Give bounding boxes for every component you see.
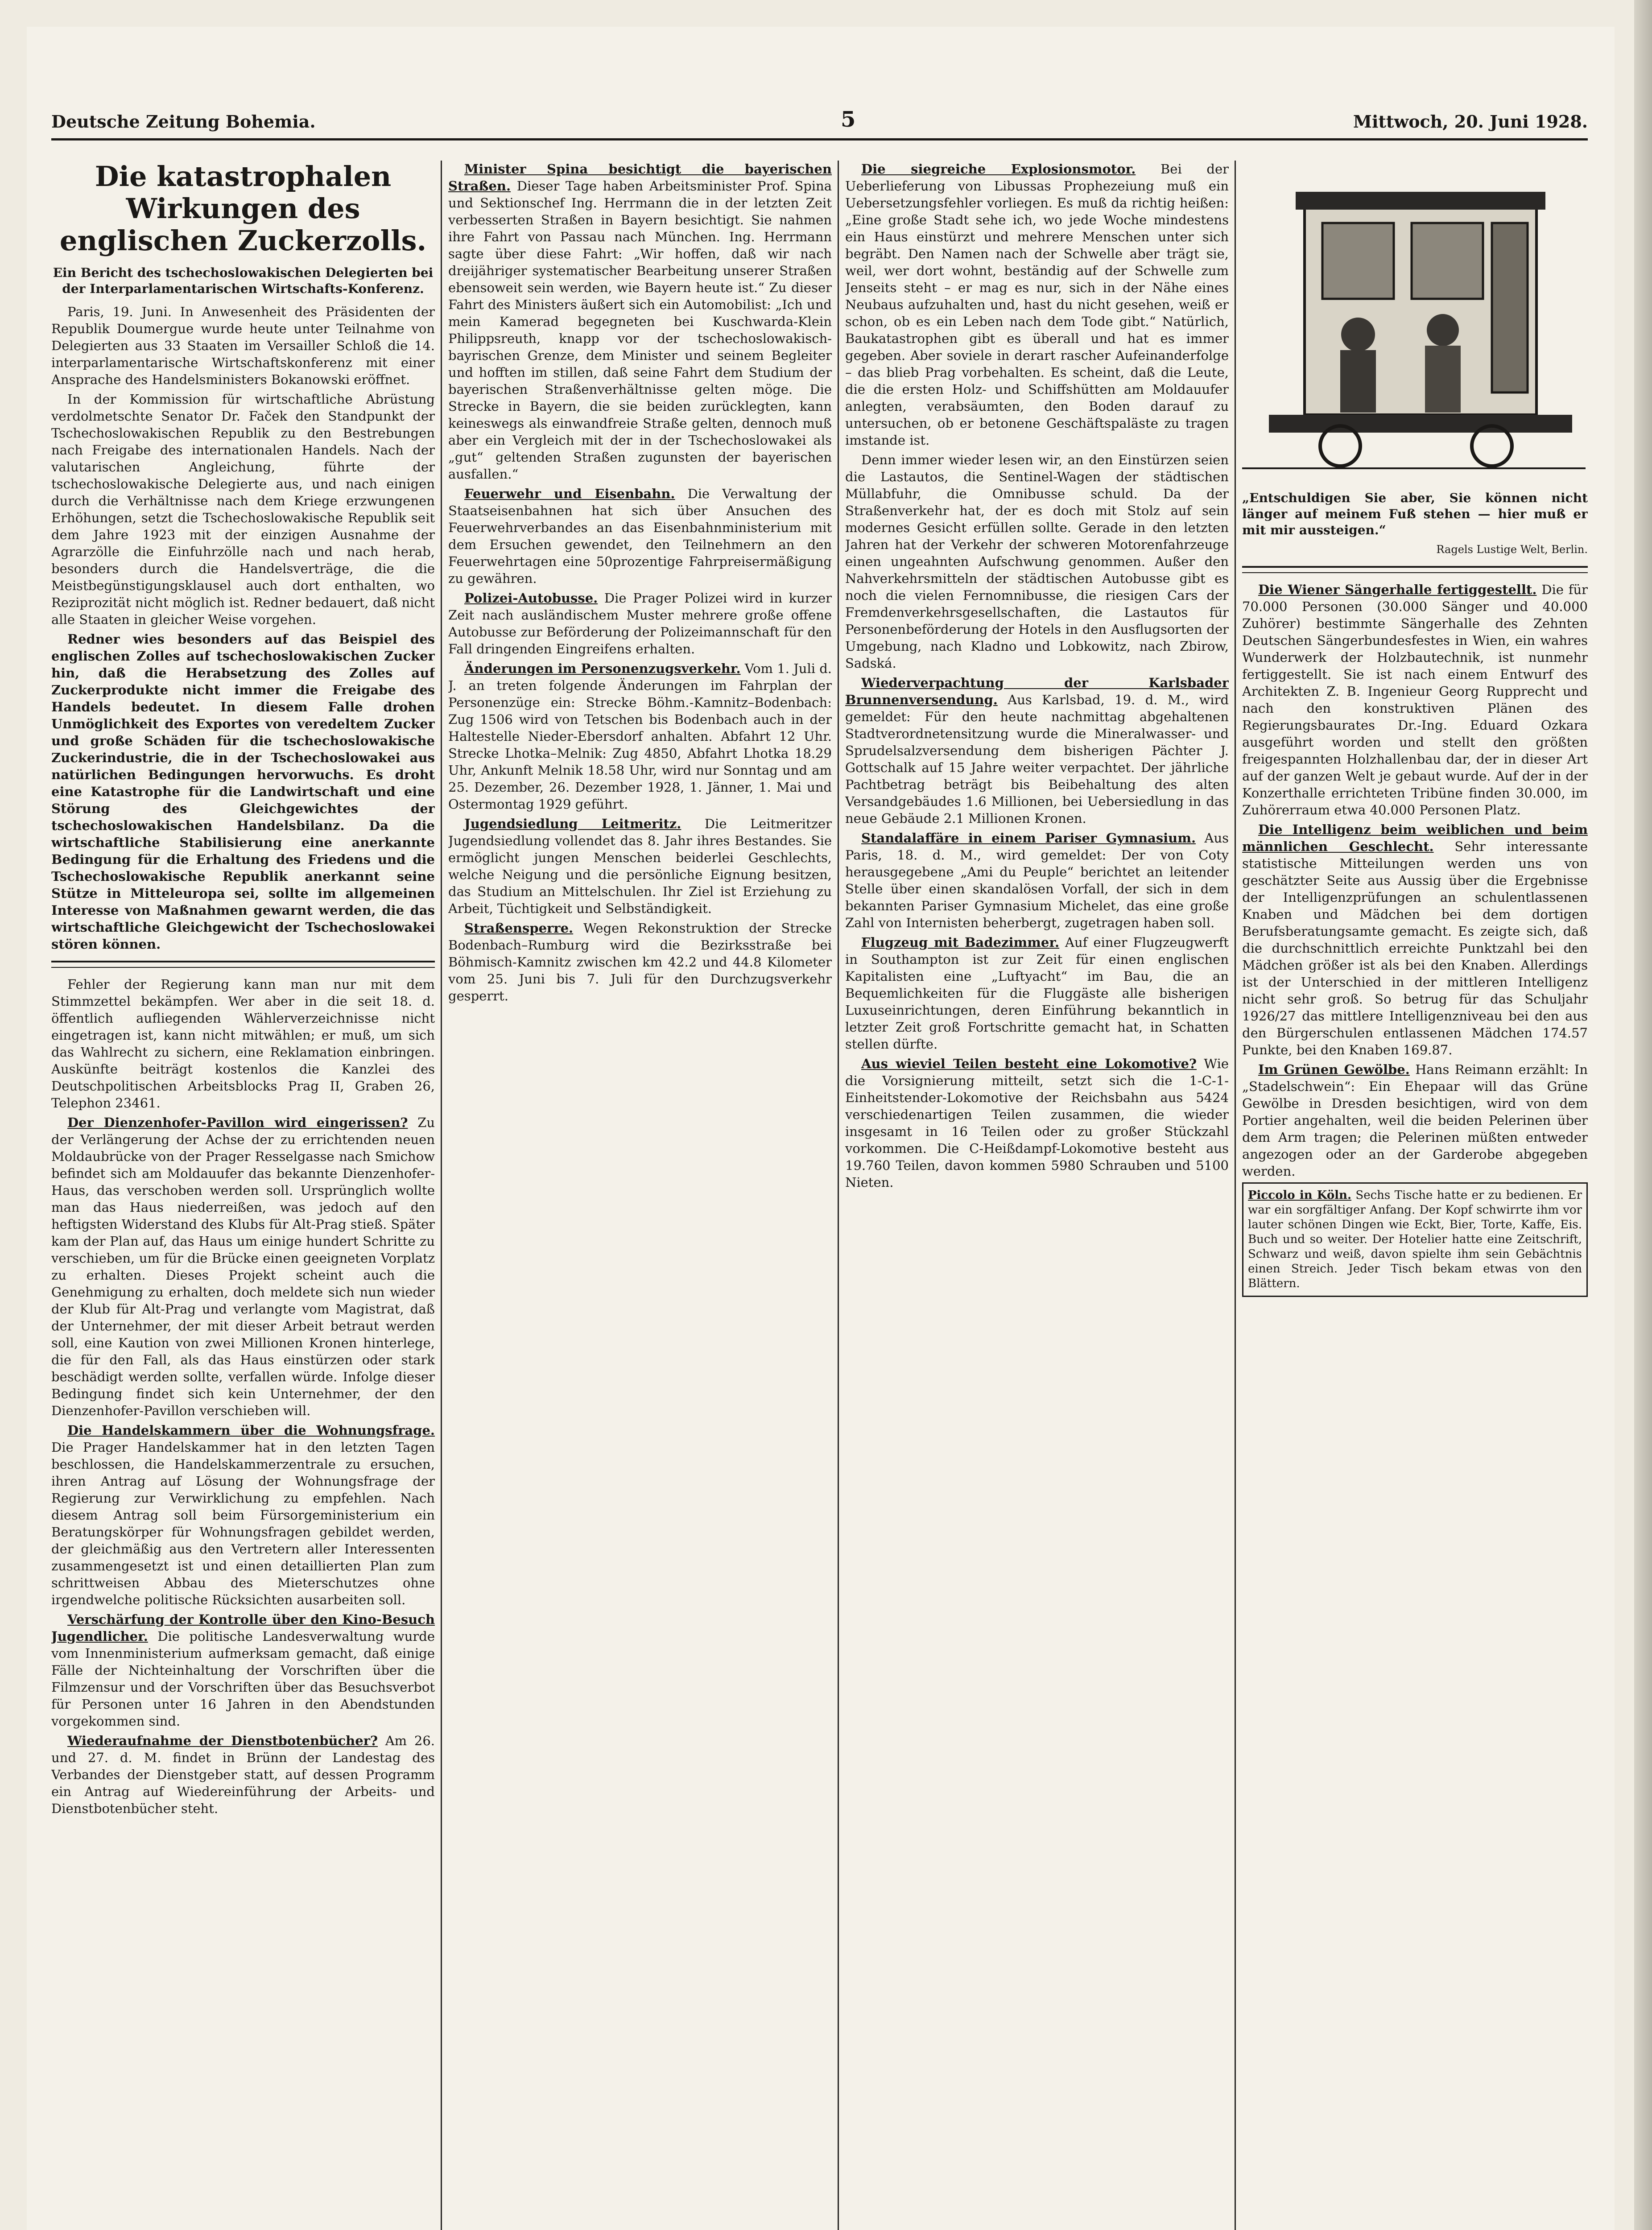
news-item: Die politische Landesverwaltung wurde vom Innenministerium aufmerksam gemacht, daß einige Fälle der Nichteinhaltung der Vorschriften über die Filmzensur und der Vorschriften über das Besuchsverbot für Personen unter 16 Jahren in den Abendstunden vorgekommen sind. <box>51 1629 435 1729</box>
news-title: Die Intelligenz beim weiblichen und beim männlichen Geschlecht. <box>1242 822 1588 854</box>
news-title: Der Dienzenhofer-Pavillon wird eingerissen? <box>67 1115 408 1130</box>
news-item: Auf einer Flugzeugwerft in Southampton ist zur Zeit für einen englischen Kapitalisten eine „Luftyacht“ im Bau, die an Bequemlichkeiten für die Fluggäste alle bisherigen Luxuseinrichtungen, deren Einführung bekanntlich in letzter Zeit groß Fortschritte gemacht hat, in Schatten stellen dürfte. <box>845 935 1229 1052</box>
news-item: Die Prager Handelskammer hat in den letzten Tagen beschlossen, die Handelskammerzentrale zu ersuchen, ihren Antrag auf Lösung der Wohnungsfrage der Regierung zur Verwirklichung zu empfehlen. Nach diesem Antrag soll beim Fürsorgeministerium ein Beratungskörper für Wohnungsfragen gebildet werden, der gleichmäßig aus den Vertretern aller Interessenten zusammengesetzt ist und einen detaillierten Plan zum schrittweisen Abbau des Mieterschutzes ohne irgendwelche politische Rücksichten ausarbeiten soll. <box>51 1440 435 1607</box>
column-3 <box>845 161 1229 2230</box>
section-divider <box>51 961 435 968</box>
article-paragraph: Paris, 19. Juni. In Anwesenheit des Präsidenten der Republik Doumergue wurde heute unter Teilnahme von Delegierten aus 33 Staaten im Versailler Schloß die 14. interparlamentarische Wirtschaftskonferenz mit einer Ansprache des Handelsministers Bokanowski eröffnet. <box>51 304 435 387</box>
news-title: Die siegreiche Explosionsmotor. <box>861 161 1136 177</box>
tram-cartoon-image <box>1242 174 1586 482</box>
article-paragraph: Redner wies besonders auf das Beispiel des englischen Zolles auf tschechoslowakischen Zucker hin, daß die Herabsetzung des Zolles auf Zuckerprodukte nicht immer die Freigabe des Handels bedeutet. In diesem Falle drohen Unmöglichkeit des Exportes von veredeltem Zucker und große Schäden für die tschechoslowakische Zuckerindustrie, die in der Tschechoslowakei aus natürlichen Bedingungen hervorwuchs. Es droht eine Katastrophe für die Landwirtschaft und eine Störung des Gleichgewichtes der tschechoslowakischen Handelsbilanz. Da die wirtschaftliche Stabilisierung eine anerkannte Bedingung für die Erhaltung des Friedens und die Tschechoslowakische Republik anerkannt seine Stütze in Mitteleuropa sei, sollte im allgemeinen Interesse von Maßnahmen gewarnt werden, die das wirtschaftliche Gleichgewicht der Tschechoslowakei stören können. <box>51 632 435 952</box>
news-item: Aus Karlsbad, 19. d. M., wird gemeldet: Für den heute nachmittag abgehaltenen Stadtverordnetensitzung wurde die Mineralwasser- und Sprudelsalzversendung dem bisherigen Pächter J. Gottschalk auf 15 Jahre weiter verpachtet. Der jährliche Pachtbetrag beträgt bis Beibehaltung des alten Versandgebäudes 1.6 Millionen, bei Uebersiedlung in das neue Gebäude 2.1 Millionen Kronen. <box>845 692 1229 826</box>
lead-subhead: Ein Bericht des tschechoslowakischen Delegierten bei der Interparlamentarischen Wirtschafts-Konferenz. <box>53 265 434 296</box>
column-rule <box>441 161 442 2230</box>
column-rule <box>838 161 839 2230</box>
lead-headline: Die katastrophalen Wirkungen des englischen Zuckerzolls. <box>59 161 427 257</box>
box-text: Sechs Tische hatte er zu bedienen. Er war ein sorgfältiger Anfang. Der Kopf schwirrte ihm vor lauter schönen Dingen wie Eckt, Bier, Torte, Kaffe, Eis. Buch und so weiter. Der Hotelier hatte eine Zeitschrift, Schwarz und weiß, davon spielte ihm sein Gebächtnis einen Streich. Jeder Tisch bekam etwas von den Blättern. <box>1248 1189 1582 1290</box>
news-title: Flugzeug mit Badezimmer. <box>861 935 1060 950</box>
news-item: Die Verwaltung der Staatseisenbahnen hat sich über Ansuchen des Feuerwehrverbandes an das Eisenbahnministerium mit dem Ersuchen gewendet, den Teilnehmern an den Feuerwehrtagen eine 50prozentige Fahrpreisermäßigung zu gewähren. <box>448 486 832 586</box>
news-item: Hans Reimann erzählt: In „Stadelschwein“: Ein Ehepaar will das Grüne Gewölbe in Dresden besichtigen, wird von dem Portier angehalten, weil die beiden Pelerinen über dem Arm tragen; die Pelerinen müßten entweder angezogen oder an der Garderobe abgegeben werden. <box>1242 1062 1588 1179</box>
masthead <box>51 107 1588 140</box>
article-paragraph: In der Kommission für wirtschaftliche Abrüstung verdolmetschte Senator Dr. Faček den Standpunkt der Tschechoslowakischen Republik zu den Bestrebungen nach Freigabe des internationalen Handels. Nach der valutarischen Angleichung, führte der tschechoslowakische Delegierte aus, und nach einigen durch die Verhältnisse nach dem Kriege erzwungenen Erhöhungen, setzt die Tschechoslowakische Republik seit dem Jahre 1923 mit der einzigen Ausnahme der Agrarzölle die Einfuhrzölle nach und nach herab, besonders durch die Handelsverträge, die die Meistbegünstigungsklausel auch dort enthalten, wo Reziprozität nicht möglich ist. Redner bedauert, daß nicht alle Staaten in gleicher Weise vorgehen. <box>51 392 435 627</box>
news-title: Wiederaufnahme der Dienstbotenbücher? <box>67 1733 378 1748</box>
section-divider <box>1242 566 1588 573</box>
news-title: Aus wieviel Teilen besteht eine Lokomotive? <box>861 1056 1197 1071</box>
news-title: Wiederverpachtung der Karlsbader Brunnenversendung. <box>845 675 1229 707</box>
newspaper-page <box>27 27 1615 2230</box>
news-item: Zu der Verlängerung der Achse der zu errichtenden neuen Moldaubrücke von der Prager Resselgasse nach Smichow befindet sich am Moldauufer das bekannte Dienzenhofer-Haus, das verschoben werden soll. Ursprünglich wollte man das Haus niederreißen, was jedoch auf den heftigsten Widerstand des Klubs für Alt-Prag stieß. Später kam der Plan auf, das Haus um einige hundert Schritte zu verschieben, um für die Brücke einen geeigneten Vorplatz zu erhalten. Dieses Projekt scheint auch die Genehmigung zu erhalten, doch meldete sich nun wieder der Klub für Alt-Prag und verlangte vom Magistrat, daß der Unternehmer, der mit dieser Arbeit betraut werden soll, eine Kaution von zwei Millionen Kronen hinterlege, die für den Fall, als das Haus einstürzen oder stark beschädigt werden sollte, verfallen würde. Infolge dieser Bedingung findet sich kein Unternehmer, der den Dienzenhofer-Pavillon verschieben will. <box>51 1115 435 1418</box>
news-item: Dieser Tage haben Arbeitsminister Prof. Spina und Sektionschef Ing. Herrmann die in der letzten Zeit verbesserten Straßen in Bayern besichtigt. Sie nahmen ihre Fahrt von Passau nach München. Ing. Herrmann sagte über diese Fahrt: „Wir hoffen, daß wir nach dreijähriger systematischer Bearbeitung unserer Straßen ebensoweit sein werden, wie Bayern heute ist.“ Zu dieser Fahrt des Ministers äußert sich ein Automobilist: „Ich und mein Kamerad begegneten bei Kuschwarda-Klein Philippsreuth, knapp vor der tschechoslowakisch-bayrischen Grenze, dem Minister und seinem Begleiter und hofften im stillen, daß seine Fahrt dem Studium der bayerischen Straßenverhältnisse gelten möge. Die Strecke in Bayern, die sie beiden zurücklegten, kann keineswegs als einwandfreie Straße gelten, dennoch muß aber ein Vergleich mit der in der Tschechoslowakei als „gut“ geltenden Straßen zugunsten der bayerischen ausfallen.“ <box>448 178 832 482</box>
cartoon-credit: Ragels Lustige Welt, Berlin. <box>1436 543 1588 556</box>
news-item: Denn immer wieder lesen wir, an den Einstürzen seien die Lastautos, die Sentinel-Wagen der städtischen Müllabfuhr, die Omnibusse schuld. Da der Straßenverkehr hat, der es doch mit Stolz auf sein modernes Gesicht erfüllen sollte. Gerade in den letzten Jahren hat der Verkehr der schweren Motorenfahrzeuge einen ungeahnten Aufschwung genommen. Außer den Nahverkehrsmitteln der städtischen Autobusse gibt es noch die vielen Fernomnibusse, die riesigen Cars der Fremdenverkehrsgesellschaften, die Lastautos für Personenbeförderung der Hotels in den Ausflugsorten der Umgebung, nach Kladno und Lobkowitz, nach Zbirow, Sadská. <box>845 452 1229 671</box>
column-1 <box>51 161 435 2230</box>
news-item: Fehler der Regierung kann man nur mit dem Stimmzettel bekämpfen. Wer aber in die seit 18. d. öffentlich aufliegenden Wählerverzeichnisse nicht eingetragen ist, kann nicht mitwählen; er muß, um sich das Wahlrecht zu sichern, eine Reklamation einbringen. Auskünfte beiträgt kostenlos die Kanzlei des Deutschpolitischen Arbeitsblocks Prag II, Graben 26, Telephon 23461. <box>51 977 435 1111</box>
news-item: Wegen Rekonstruktion der Strecke Bodenbach–Rumburg wird die Bezirksstraße bei Böhmisch-Kamnitz zwischen km 42.2 und 44.8 Kilometer vom 25. Juni bis 7. Juli für den Durchzugsverkehr gesperrt. <box>448 921 832 1004</box>
news-item: Die Leitmeritzer Jugendsiedlung vollendet das 8. Jahr ihres Bestandes. Sie ermöglicht jungen Menschen beiderlei Geschlechts, welche Neigung und die persönliche Eignung besitzen, das Studium an Mittelschulen. Ihr Ziel ist Erziehung zu Arbeit, Tüchtigkeit und Selbständigkeit. <box>448 816 832 916</box>
news-item: Vom 1. Juli d. J. an treten folgende Änderungen im Fahrplan der Personenzüge ein: Strecke Böhm.-Kamnitz–Bodenbach: Zug 1506 wird von Tetschen bis Bodenbach auch in der Haltestelle Nieder-Ebersdorf anhalten. Abfahrt 12 Uhr. Strecke Lhotka–Melnik: Zug 4850, Abfahrt Lhotka 18.29 Uhr, Ankunft Melnik 18.58 Uhr, wird nur Sonntag und am 25. Dezember, 26. Dezember 1928, 1. Jänner, 1. Mai und Ostermontag 1929 geführt. <box>448 661 832 812</box>
news-title: Jugendsiedlung Leitmeritz. <box>464 816 681 831</box>
news-item: Aus Paris, 18. d. M., wird gemeldet: Der von Coty herausgegebene „Ami du Peuple“ berichtet an leitender Stelle über einen skandalösen Vorfall, der sich in dem bekannten Pariser Gymnasium Michelet, das eine große Zahl von Internisten beherbergt, zugetragen haben soll. <box>845 830 1229 930</box>
news-item: Die für 70.000 Personen (30.000 Sänger und 40.000 Zuhörer) bestimmte Sängerhalle des Zehnten Deutschen Sängerbundesfestes in Wien, ein wahres Wunderwerk der Holzbautechnik, ist nunmehr fertiggestellt. Sie ist nach einem Entwurf des Architekten Z. B. Ingenieur Georg Rupprecht und nach den konstruktiven Plänen des Regierungsbaurates Dr.-Ing. Eduard Ozkara ausgeführt worden und stellt den größten freigespannten Holzhallenbau dar, der in dieser Art auf der ganzen Welt je gebaut wurde. Auf der in der Konzerthalle errichteten Tribüne finden 30.000, im Zuhörerraum etwa 40.000 Personen Platz. <box>1242 582 1588 818</box>
news-item: Wie die Vorsignierung mitteilt, setzt sich die 1-C-1-Einheitstender-Lokomotive der Reichsbahn aus 5424 verschiedenartigen Teilen zusammen, die wieder insgesamt in 16 Teilen oder zu großer Stückzahl vorkommen. Die C-Heißdampf-Lokomotive besteht aus 19.760 Teilen, davon kommen 5980 Schrauben und 5100 Nieten. <box>845 1056 1229 1190</box>
news-item: Die Prager Polizei wird in kurzer Zeit nach ausländischem Muster mehrere große offene Autobusse zur Beförderung der Polizeimannschaft für den Fall dringenden Eingreifens erhalten. <box>448 591 832 657</box>
news-title: Im Grünen Gewölbe. <box>1258 1062 1410 1077</box>
page-number: 5 <box>841 107 856 132</box>
news-title: Die Wiener Sängerhalle fertiggestellt. <box>1258 582 1537 597</box>
cartoon-caption: „Entschuldigen Sie aber, Sie können nicht länger auf meinem Fuß stehen — hier muß er mit mir aussteigen.“ <box>1242 491 1588 537</box>
issue-date: Mittwoch, 20. Juni 1928. <box>1353 112 1588 132</box>
column-rule <box>1235 161 1236 2230</box>
news-title: Feuerwehr und Eisenbahn. <box>464 486 675 501</box>
news-title: Standalaffäre in einem Pariser Gymnasium. <box>861 830 1196 846</box>
news-item: Bei der Ueberlieferung von Libussas Prophezeiung muß ein Uebersetzungsfehler vorliegen. Es muß da richtig heißen: „Eine große Stadt sehe ich, wo jede Woche mindestens ein Haus einstürzt und mehrere Menschen unter sich begräbt. Den Namen nach der Schwelle aber trägt sie, weil, wer dort wohnt, beständig auf der Schwelle zum Jenseits steht – er mag es nur, sich in der Nähe eines Neubaus aufzuhalten und, hast du nicht gesehen, weiß er schon, ob es ein Leben nach dem Tode gibt.“ Natürlich, Baukatastrophen gibt es überall und hat es immer gegeben. Aber soviele in derart rascher Aufeinanderfolge – das blieb Prag vorbehalten. Es scheint, daß die Leute, die die ersten Holz- und Schiffshütten am Moldauufer anlegten, verabsäumten, den Boden darauf zu untersuchen, ob er betonene Geschäftspaläste zu tragen imstande ist. <box>845 161 1229 448</box>
box-title: Piccolo in Köln. <box>1248 1189 1351 1202</box>
news-title: Polizei-Autobusse. <box>464 591 598 606</box>
boxed-feature <box>1242 1182 1588 1297</box>
news-title: Straßensperre. <box>464 921 574 936</box>
column-2 <box>448 161 832 2230</box>
news-title: Minister Spina besichtigt die bayerischen Straßen. <box>448 161 832 194</box>
paper-name: Deutsche Zeitung Bohemia. <box>51 112 316 132</box>
page-edge <box>1634 0 1652 2230</box>
news-item: Sehr interessante statistische Mitteilungen werden uns von geschätzter Seite aus Aussig über die Ergebnisse der Intelligenzprüfungen an schulentlassenen Knaben und Mädchen bei dem dortigen Berufsberatungsamte gemacht. Es zeigte sich, daß die durchschnittlich erreichte Punktzahl bei den Mädchen größer ist als bei den Knaben. Allerdings ist der Unterschied in der mittleren Intelligenz nicht sehr groß. So betrug für das Schuljahr 1926/27 das mittlere Intelligenzniveau bei den aus den Bürgerschulen entlassenen Mädchen 174.57 Punkte, bei den Knaben 169.87. <box>1242 839 1588 1057</box>
news-title: Änderungen im Personenzugsverkehr. <box>464 661 741 676</box>
news-item: Am 26. und 27. d. M. findet in Brünn der Landestag des Verbandes der Dienstgeber statt, auf dessen Programm ein Antrag auf Wiedereinführung der Arbeits- und Dienstbotenbücher steht. <box>51 1733 435 1816</box>
column-4 <box>1242 161 1588 2230</box>
news-title: Verschärfung der Kontrolle über den Kino-Besuch Jugendlicher. <box>51 1612 435 1644</box>
news-title: Die Handelskammern über die Wohnungsfrage. <box>67 1423 435 1438</box>
